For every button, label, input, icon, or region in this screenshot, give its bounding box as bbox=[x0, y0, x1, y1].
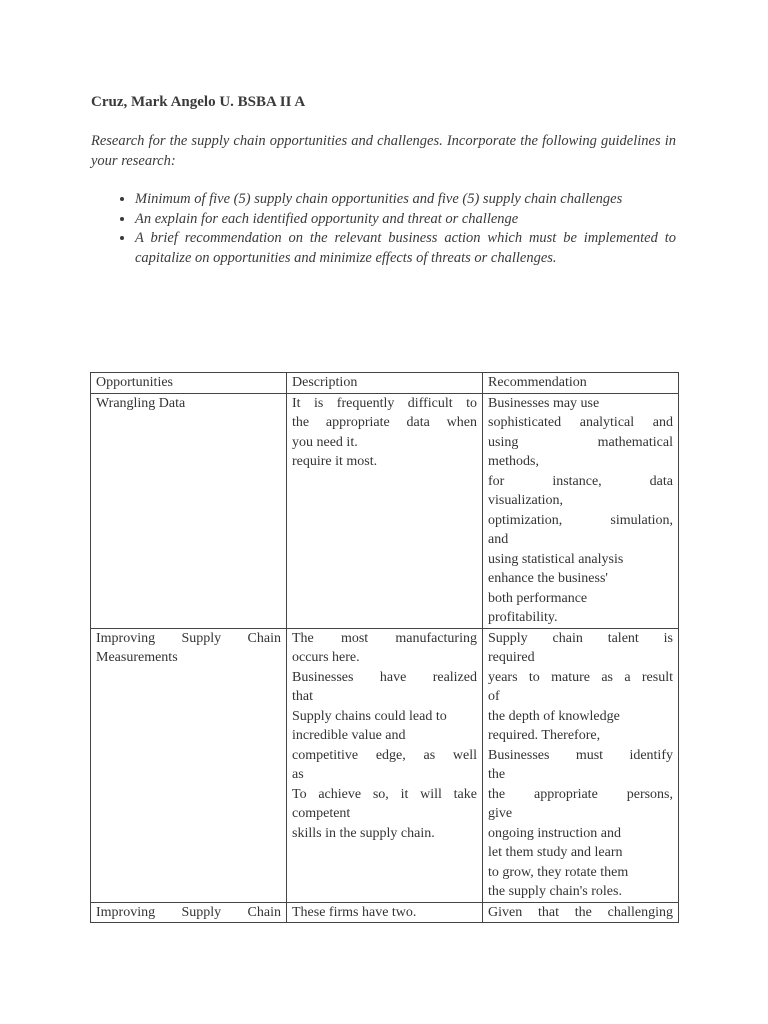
recommendation-line: enhance the business' bbox=[488, 571, 608, 586]
recommendation-line: and bbox=[488, 532, 509, 547]
recommendation-line: ongoing instruction and bbox=[488, 825, 621, 841]
description-cell bbox=[287, 902, 483, 923]
recommendation-line: Businesses must identify bbox=[488, 747, 673, 763]
guideline-item: • An explain for each identified opportunity and threat or challenge bbox=[135, 210, 676, 230]
recommendation-line: years to mature as a result bbox=[488, 669, 673, 685]
recommendation-line: the appropriate persons, bbox=[488, 786, 673, 802]
recommendation-line: of bbox=[488, 689, 500, 704]
description-line: competent bbox=[292, 806, 351, 821]
recommendation-line: the depth of knowledge bbox=[488, 708, 620, 724]
header-description: Description bbox=[287, 373, 483, 394]
description-line: skills in the supply chain. bbox=[292, 825, 435, 841]
recommendation-line: both performance bbox=[488, 590, 588, 606]
description-line: The most manufacturing bbox=[292, 630, 477, 646]
description-line: that bbox=[292, 689, 313, 704]
guidelines-list bbox=[91, 190, 676, 268]
recommendation-cell bbox=[483, 628, 679, 902]
guideline-item: • Minimum of five (5) supply chain opportunities and five (5) supply chain challenges bbox=[135, 190, 676, 210]
description-line: It is frequently difficult to bbox=[292, 395, 477, 411]
recommendation-line: profitability. bbox=[488, 610, 558, 625]
description-line: occurs here. bbox=[292, 650, 360, 665]
recommendation-line: visualization, bbox=[488, 493, 564, 508]
opportunity-cell: Wrangling Data bbox=[91, 393, 287, 628]
header-recommendation: Recommendation bbox=[483, 373, 679, 394]
table-row bbox=[91, 902, 679, 923]
recommendation-line: required. Therefore, bbox=[488, 728, 601, 743]
recommendation-line: sophisticated analytical and bbox=[488, 415, 673, 430]
description-line: incredible value and bbox=[292, 728, 406, 743]
guideline-item: • A brief recommendation on the relevant business action which must be implemented to capitalize on opportunities and minimize effects of threats or challenges. bbox=[135, 229, 676, 268]
recommendation-line: for instance, data bbox=[488, 473, 673, 489]
recommendation-line: the supply chain's roles. bbox=[488, 884, 622, 899]
description-line: To achieve so, it will take bbox=[292, 786, 477, 802]
recommendation-line: Supply chain talent is bbox=[488, 630, 673, 646]
recommendation-line: let them study and learn bbox=[488, 845, 623, 860]
description-line: competitive edge, as well bbox=[292, 747, 477, 763]
recommendation-line: give bbox=[488, 806, 513, 821]
recommendation-cell bbox=[483, 902, 679, 923]
description-line: as bbox=[292, 767, 304, 782]
opportunity-cell: Improving Supply Chain Measurements bbox=[91, 628, 287, 902]
description-line: the appropriate data when bbox=[292, 415, 477, 430]
table-row bbox=[91, 628, 679, 902]
description-cell bbox=[287, 628, 483, 902]
table-header-row bbox=[91, 373, 679, 394]
recommendation-line: using mathematical bbox=[488, 434, 673, 450]
intro-paragraph: Research for the supply chain opportunities and challenges. Incorporate the following guidelines in your research: bbox=[91, 133, 676, 169]
description-cell bbox=[287, 393, 483, 628]
recommendation-line: required bbox=[488, 650, 535, 665]
description-line: Supply chains could lead to bbox=[292, 708, 447, 724]
opportunity-cell bbox=[91, 902, 287, 923]
recommendation-line: methods, bbox=[488, 454, 539, 469]
recommendation-line: optimization, simulation, bbox=[488, 512, 673, 528]
description-line: Businesses have realized bbox=[292, 669, 477, 685]
recommendation-line: using statistical analysis bbox=[488, 551, 624, 567]
recommendation-line: the bbox=[488, 767, 506, 782]
recommendation-cell bbox=[483, 393, 679, 628]
header-opportunities: Opportunities bbox=[91, 373, 287, 394]
author-line: Cruz, Mark Angelo U. BSBA II A bbox=[91, 94, 306, 110]
table-row bbox=[91, 393, 679, 628]
supply-chain-table bbox=[90, 372, 679, 923]
description-line: you need it. bbox=[292, 434, 358, 450]
recommendation-line: Given that the challenging bbox=[488, 904, 673, 920]
opportunity-line: Improving Supply Chain bbox=[96, 904, 281, 920]
description-line: These firms have two. bbox=[292, 904, 417, 920]
description-line: require it most. bbox=[292, 454, 378, 469]
recommendation-line: Businesses may use bbox=[488, 395, 600, 411]
recommendation-line: to grow, they rotate them bbox=[488, 864, 629, 880]
